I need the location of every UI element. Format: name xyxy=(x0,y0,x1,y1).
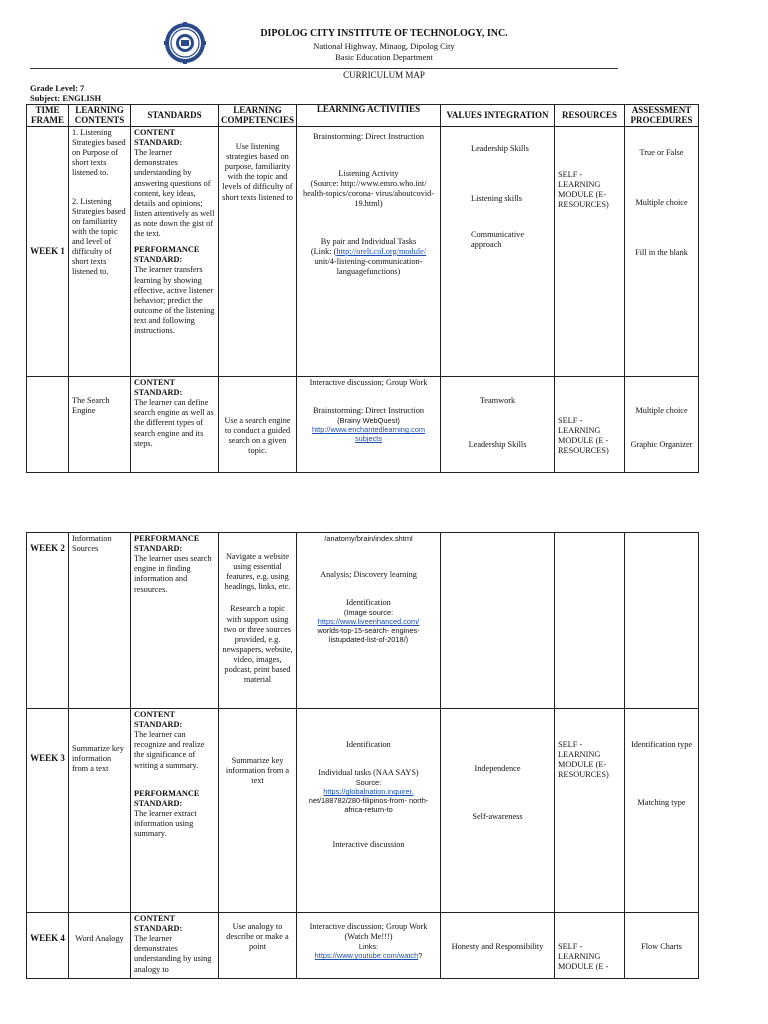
learning-contents xyxy=(69,377,131,473)
activity-text: Analysis; Discovery learning xyxy=(320,570,417,580)
assessment-procedures xyxy=(625,127,699,377)
activity-source: net/188782/280-filipinos-from- north- africa-return-to xyxy=(308,796,429,815)
week-label: WEEK 1 xyxy=(27,127,69,377)
competency-text: Navigate a website using essential features, e.g. using headings, links, etc. xyxy=(224,552,291,592)
liveenhanced-link[interactable]: https://www.liveenhanced.com/ xyxy=(317,617,420,627)
content-standard-text: The learner can recognize and realize the significance of writing a summary. xyxy=(134,730,205,770)
content-item: Summarize key information from a text xyxy=(72,744,124,774)
resources xyxy=(555,913,625,979)
document-title: CURRICULUM MAP xyxy=(343,70,425,80)
assessment-item: True or False xyxy=(639,148,684,157)
youtube-link[interactable]: https://www.youtube.com/watch xyxy=(314,951,419,961)
value-item: Honesty and Responsibility xyxy=(451,942,544,951)
activity-source: Source: xyxy=(355,778,382,788)
col-learning-contents: LEARNING CONTENTS xyxy=(69,105,131,127)
learning-activities xyxy=(297,533,441,709)
grade-level: Grade Level: 7 xyxy=(30,83,85,93)
content-standard-text: The learner can define search engine as well as the different types of search engine and its steps. xyxy=(134,398,214,448)
value-item: Listening skills xyxy=(471,194,522,204)
assessment-item: Identification type xyxy=(630,740,693,749)
table-row-week3 xyxy=(27,709,699,913)
col-learning-competencies: LEARNING COMPETENCIES xyxy=(219,105,297,127)
table-row-week2 xyxy=(27,533,699,709)
activity-source: worlds-top-15-search- engines-listupdated-list-of-2018/) xyxy=(317,626,420,645)
values-integration xyxy=(441,533,555,709)
assessment-item: Matching type xyxy=(637,798,686,808)
resource-text: SELF - LEARNING MODULE (E - RESOURCES) xyxy=(558,416,609,456)
competency-text: Summarize key information from a text xyxy=(225,756,290,786)
values-integration xyxy=(441,377,555,473)
inquirer-link[interactable]: https://globalnation.inquirer. xyxy=(323,787,414,797)
content-item: The Search Engine xyxy=(72,396,110,416)
col-standards: STANDARDS xyxy=(131,105,219,127)
content-item: 1. Listening Strategies based on Purpose of short texts listened to. xyxy=(72,128,126,178)
col-assessment-procedures: ASSESSMENT PROCEDURES xyxy=(625,105,699,127)
week-label-empty xyxy=(27,377,69,473)
learning-competencies xyxy=(219,913,297,979)
resource-text: SELF - LEARNING MODULE (E-RESOURCES) xyxy=(558,740,609,780)
assessment-item: Graphic Organizer xyxy=(630,440,693,450)
activity-text: /anatomy/brain/index.shtml xyxy=(324,534,413,543)
standards xyxy=(131,127,219,377)
resources xyxy=(555,709,625,913)
values-integration xyxy=(441,709,555,913)
competency-text: Research a topic with support using two or three sources provided, e.g. newspapers, website, video, images, podcast, print based material xyxy=(222,604,293,685)
content-item: Information Sources xyxy=(72,534,112,554)
value-item: Teamwork xyxy=(479,396,516,405)
competency-text: Use listening strategies based on purpose, familiarity with the topic and levels of difficulty of short texts listened to xyxy=(222,142,293,202)
learning-contents xyxy=(69,913,131,979)
value-item: Independence xyxy=(474,764,521,773)
activity-source: (Brainy WebQuest) xyxy=(337,416,400,426)
assessment-item: Multiple choice xyxy=(635,198,688,208)
activity-text: Interactive discussion; Group Work xyxy=(309,922,428,931)
department-name: Basic Education Department xyxy=(335,52,433,62)
performance-standard-text: The learner transfers learning by showing effective, active listener behavior; predict the outcome of the listening text and following instructions. xyxy=(134,265,215,336)
link-prefix: (Link: ( xyxy=(310,246,337,256)
learning-activities xyxy=(297,377,441,473)
learning-competencies xyxy=(219,533,297,709)
performance-standard-text: The learner extract information using summary. xyxy=(134,808,197,839)
value-item: Communicative approach xyxy=(471,230,524,250)
competency-text: Use analogy to describe or make a point xyxy=(226,922,289,952)
standards xyxy=(131,377,219,473)
resource-text: SELF - LEARNING MODULE (E-RESOURCES) xyxy=(558,170,609,210)
col-time-frame: TIME FRAME xyxy=(27,105,69,127)
learning-activities xyxy=(297,913,441,979)
competency-text: Use a search engine to conduct a guided search on a given topic. xyxy=(224,416,291,456)
content-standard-label: CONTENT STANDARD: xyxy=(134,378,183,398)
standards xyxy=(131,533,219,709)
subject: Subject: ENGLISH xyxy=(30,93,102,103)
activity-text: Interactive discussion; Group Work xyxy=(309,378,428,387)
assessment-procedures xyxy=(625,709,699,913)
standards xyxy=(131,709,219,913)
table-row-week1-search-engine xyxy=(27,377,699,473)
enchanted-learning-link[interactable]: http://www.enchantedlearning.com subjects xyxy=(312,425,425,444)
learning-contents xyxy=(69,127,131,377)
value-item: Self-awareness xyxy=(472,812,523,822)
activity-source: Links: xyxy=(358,942,379,952)
learning-competencies xyxy=(219,127,297,377)
resources xyxy=(555,533,625,709)
assessment-item: Multiple choice xyxy=(635,406,688,415)
learning-competencies xyxy=(219,377,297,473)
resources xyxy=(555,377,625,473)
performance-standard-label: PERFORMANCE STANDARD: xyxy=(134,788,200,808)
content-standard-text: The learner demonstrates understanding by using analogy to xyxy=(134,934,212,974)
values-integration xyxy=(441,913,555,979)
activity-link-line xyxy=(300,247,437,257)
learning-competencies xyxy=(219,709,297,913)
col-learning-activities: LEARNING ACTIVITIES xyxy=(297,105,441,127)
activity-text: Listening Activity xyxy=(338,169,399,179)
learning-activities xyxy=(297,709,441,913)
table-row-week4 xyxy=(27,913,699,979)
content-standard-label: CONTENT STANDARD: xyxy=(134,914,183,934)
activity-text: Identification xyxy=(346,598,391,608)
assessment-item: Fill in the blank xyxy=(635,248,688,258)
learning-contents xyxy=(69,533,131,709)
performance-standard-text: The learner uses search engine in finding information and resources. xyxy=(134,554,212,594)
assessment-item: Flow Charts xyxy=(641,942,682,951)
activity-text: (Watch Me!!!) xyxy=(344,932,393,942)
activity-text: By pair and Individual Tasks xyxy=(320,236,417,246)
activity-text: Brainstorming: Direct Instruction xyxy=(312,132,425,141)
week-label: WEEK 2 xyxy=(27,533,69,709)
activity-text: Individual tasks (NAA SAYS) xyxy=(318,768,419,778)
content-standard-label: CONTENT STANDARD: xyxy=(134,710,183,730)
week-label: WEEK 4 xyxy=(27,913,69,979)
standards xyxy=(131,913,219,979)
resources xyxy=(555,127,625,377)
resource-text: SELF - LEARNING MODULE (E - xyxy=(558,942,609,972)
col-values-integration: VALUES INTEGRATION xyxy=(441,105,555,127)
performance-standard-label: PERFORMANCE STANDARD: xyxy=(134,245,200,265)
content-standard-label: CONTENT STANDARD: xyxy=(134,128,183,148)
activity-link-rest: unit/4-listening-communication- languagefunctions) xyxy=(314,256,423,276)
col-resources: RESOURCES xyxy=(555,105,625,127)
table-row-week1-listening xyxy=(27,127,699,377)
assessment-procedures xyxy=(625,913,699,979)
curriculum-table-part1 xyxy=(26,104,699,473)
assessment-procedures xyxy=(625,377,699,473)
orelt-link[interactable]: http://orelt.col.org/module/ xyxy=(336,246,427,256)
activity-text: Interactive discussion xyxy=(332,840,405,850)
values-integration xyxy=(441,127,555,377)
link-suffix: ? xyxy=(418,951,423,961)
week-label: WEEK 3 xyxy=(27,709,69,913)
performance-standard-label: PERFORMANCE STANDARD: xyxy=(134,534,200,554)
header-divider xyxy=(30,68,618,69)
activity-text: Identification xyxy=(346,740,391,749)
value-item: Leadership Skills xyxy=(471,144,529,153)
activity-source: (Image source: xyxy=(343,608,394,618)
value-item: Leadership Skills xyxy=(468,440,527,450)
assessment-procedures xyxy=(625,533,699,709)
activity-text: Brainstorming: Direct Instruction xyxy=(312,406,425,416)
school-name: DIPOLOG CITY INSTITUTE OF TECHNOLOGY, INC. xyxy=(260,28,508,39)
curriculum-table-part2 xyxy=(26,532,699,979)
content-item: Word Analogy xyxy=(75,934,124,943)
header-row xyxy=(27,105,699,127)
learning-activities xyxy=(297,127,441,377)
school-address: National Highway, Minaog, Dipolog City xyxy=(313,41,455,51)
content-standard-text: The learner demonstrates understanding by answering questions of content, key ideas, details and opinions; listen attentively as well as note down the gist of the text. xyxy=(134,148,215,239)
learning-contents xyxy=(69,709,131,913)
activity-source: (Source: http://www.emro.who.int/ health-topics/corona- virus/aboutcovid-19.html) xyxy=(302,179,435,209)
content-item: 2. Listening Strategies based on familiarity with the topic and level of difficulty of short texts listened to. xyxy=(72,196,126,277)
